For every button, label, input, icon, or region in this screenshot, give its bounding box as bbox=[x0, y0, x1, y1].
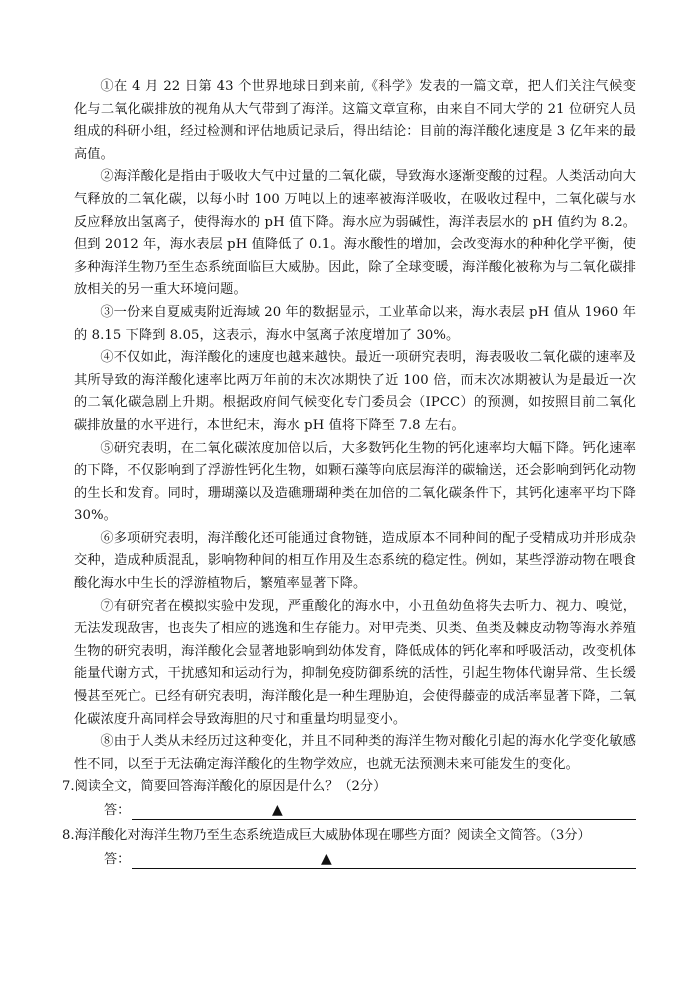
answer-label: 答： bbox=[104, 803, 131, 818]
triangle-marker-icon: ▲ bbox=[272, 802, 283, 818]
question-7: 7.阅读全文，简要回答海洋酸化的原因是什么？（2分） bbox=[62, 779, 387, 795]
paragraph-1: ①在 4 月 22 日第 43 个世界地球日到来前,《科学》发表的一篇文章，把人们关注气候变化与二氧化碳排放的视角从大气带到了海洋。这篇文章宣称，由来自不同大学的 21 位研究人员组成的科研小组，经过检测和评估地质记录后，得出结论：目前的海洋酸化速度是 3 亿年来的最高值。 bbox=[74, 79, 636, 162]
answer-area-8[interactable] bbox=[74, 848, 636, 874]
triangle-marker-icon: ▲ bbox=[321, 850, 332, 867]
answer-underline bbox=[132, 868, 636, 869]
question-8: 8.海洋酸化对海洋生物乃至生态系统造成巨大威胁体现在哪些方面？阅读全文简答。（3分） bbox=[62, 828, 591, 843]
paragraph-2: ②海洋酸化是指由于吸收大气中过量的二氧化碳，导致海水逐渐变酸的过程。人类活动向大气释放的二氧化碳，以每小时 100 万吨以上的速率被海洋吸收，在吸收过程中，二氧化碳与水反应释放出氢离子，使得海水的 pH 值下降。海水应为弱碱性，海洋表层水的 pH 值约为 8.2。但到 2012 年，海水表层 pH 值降低了 0.1。海水酸性的增加，会改变海水的种种化学平衡，使多种海洋生物乃至生态系统面临巨大威胁。因此，除了全球变暖，海洋酸化被称为与二氧化碳排放相关的另一重大环境问题。 bbox=[74, 169, 636, 298]
paragraph-5: ⑤研究表明，在二氧化碳浓度加倍以后，大多数钙化生物的钙化速率均大幅下降。钙化速率的下降，不仅影响到了浮游性钙化生物，如颗石藻等向底层海洋的碳输送，还会影响到钙化动物的生长和发育。同时，珊瑚藻以及造礁珊瑚种类在加倍的二氧化碳条件下，其钙化速率平均下降 30%。 bbox=[74, 440, 636, 524]
paragraph-6: ⑥多项研究表明，海洋酸化还可能通过食物链，造成原本不同种间的配子受精成功并形成杂交种，造成种质混乱，影响物种间的相互作用及生态系统的稳定性。例如，某些浮游动物在喂食酸化海水中生长的浮游植物后，繁殖率显著下降。 bbox=[74, 530, 636, 592]
paragraph-4: ④不仅如此，海洋酸化的速度也越来越快。最近一项研究表明，海表吸收二氧化碳的速率及其所导致的海洋酸化速率比两万年前的末次冰期快了近 100 倍，而末次冰期被认为是最近一次的二氧化碳急剧上升期。根据政府间气候变化专门委员会（IPCC）的预测，如按照目前二氧化碳排放量的水平进行，本世纪末，海水 pH 值将下降至 7.8 左右。 bbox=[74, 350, 636, 433]
paragraph-8: ⑧由于人类从未经历过这种变化，并且不同种类的海洋生物对酸化引起的海水化学变化敏感性不同，以至于无法确定海洋酸化的生物学效应，也就无法预测未来可能发生的变化。 bbox=[74, 734, 636, 772]
paragraph-3: ③一份来自夏威夷附近海域 20 年的数据显示，工业革命以来，海水表层 pH 值从 1960 年的 8.15 下降到 8.05，这表示，海水中氢离子浓度增加了 30%。 bbox=[74, 304, 636, 343]
answer-label: 答： bbox=[104, 851, 131, 867]
answer-area-7[interactable] bbox=[74, 799, 636, 825]
answer-underline bbox=[132, 819, 636, 820]
paragraph-7: ⑦有研究者在模拟实验中发现，严重酸化的海水中，小丑鱼幼鱼将失去听力、视力、嗅觉，无法发现敌害，也丧失了相应的逃逸和生存能力。对甲壳类、贝类、鱼类及棘皮动物等海水养殖生物的研究表明，海洋酸化会显著地影响到幼体发育，降低成体的钙化率和呼吸活动，改变机体能量代谢方式，干扰感知和运动行为，抑制免疫防御系统的活性，引起生物体代谢异常、生长缓慢甚至死亡。已经有研究表明，海洋酸化是一种生理胁迫，会使得藤壶的成活率显著下降，二氧化碳浓度升高同样会导致海胆的尺寸和重量均明显变小。 bbox=[74, 598, 636, 727]
